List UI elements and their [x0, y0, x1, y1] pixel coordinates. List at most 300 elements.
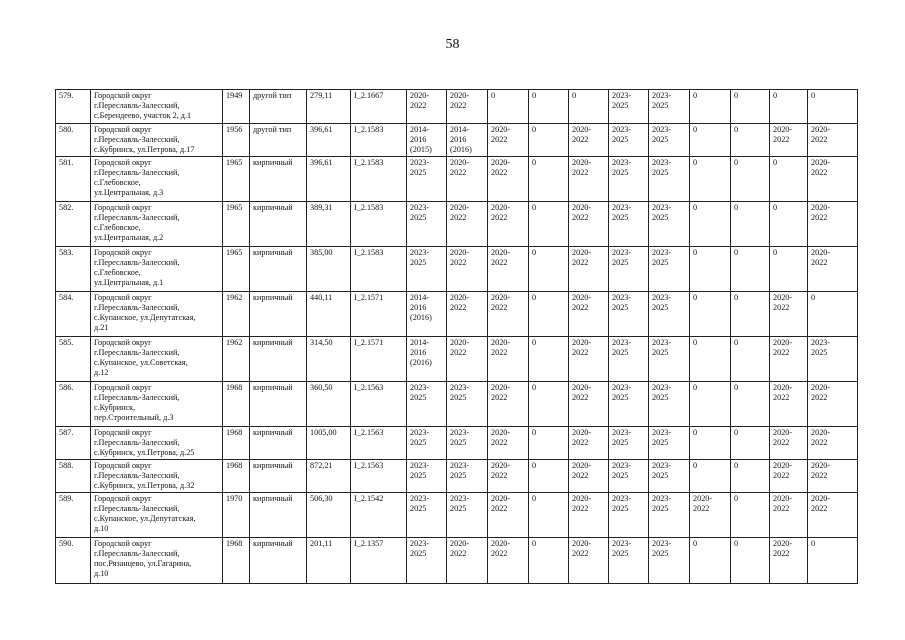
- period-line: 2022: [572, 471, 589, 480]
- period-cell: [808, 124, 858, 157]
- wall-material: кирпичный: [250, 538, 307, 584]
- period-cell: [529, 382, 569, 427]
- period-line: 0: [693, 125, 698, 134]
- total-area: 389,31: [307, 202, 351, 247]
- period-line: 2020-: [450, 539, 470, 548]
- index-code: I_2.1542: [351, 493, 407, 538]
- period-cell: [569, 292, 609, 337]
- period-line: 2023-: [652, 383, 672, 392]
- period-cell: [488, 157, 529, 202]
- period-line: 2023-: [652, 125, 672, 134]
- period-cell: [808, 90, 858, 124]
- period-line: 2020-: [491, 248, 511, 257]
- period-cell: [569, 337, 609, 382]
- period-cell: [731, 202, 770, 247]
- period-line: 2025: [652, 471, 669, 480]
- period-cell: [488, 427, 529, 460]
- wall-material: кирпичный: [250, 292, 307, 337]
- period-line: 2022: [450, 101, 467, 110]
- period-line: 2022: [572, 549, 589, 558]
- period-line: 2020-: [491, 293, 511, 302]
- period-line: 2020-: [572, 338, 592, 347]
- period-line: 2020-: [491, 494, 511, 503]
- table-row: [56, 247, 858, 292]
- row-number: 580.: [56, 124, 91, 157]
- period-line: 0: [532, 158, 537, 167]
- index-code: I_2.1571: [351, 292, 407, 337]
- period-line: 2020-: [491, 539, 511, 548]
- period-cell: [808, 157, 858, 202]
- period-line: 2025: [612, 393, 629, 402]
- address-line: г.Переславль-Залесский,: [94, 135, 180, 144]
- period-line: 2022: [773, 303, 790, 312]
- period-cell: [407, 157, 447, 202]
- period-cell: [407, 202, 447, 247]
- period-line: 0: [734, 293, 739, 302]
- period-cell: [770, 292, 808, 337]
- table-row: [56, 124, 858, 157]
- period-line: 2023-: [652, 461, 672, 470]
- period-line: 2022: [450, 213, 467, 222]
- period-line: 2023-: [612, 158, 632, 167]
- table-row: [56, 493, 858, 538]
- period-line: 0: [693, 338, 698, 347]
- address-line: с.Глебовское,: [94, 223, 141, 232]
- period-line: 2020-: [773, 428, 793, 437]
- index-code: I_2.1583: [351, 124, 407, 157]
- period-cell: [609, 493, 649, 538]
- period-cell: [649, 427, 690, 460]
- address-cell: [91, 427, 223, 460]
- period-line: 2022: [491, 549, 508, 558]
- period-line: 0: [532, 461, 537, 470]
- period-line: 2020-: [572, 539, 592, 548]
- address-line: с.Глебовское,: [94, 268, 141, 277]
- table-row: [56, 427, 858, 460]
- period-cell: [447, 90, 488, 124]
- period-line: 2020-: [450, 338, 470, 347]
- period-cell: [808, 427, 858, 460]
- period-line: 2020-: [773, 539, 793, 548]
- period-line: 2025: [410, 213, 427, 222]
- period-cell: [407, 427, 447, 460]
- build-year: 1968: [223, 382, 250, 427]
- period-line: 0: [532, 91, 537, 100]
- period-line: 2020-: [491, 125, 511, 134]
- period-line: 2020-: [811, 428, 831, 437]
- period-cell: [690, 90, 731, 124]
- period-cell: [609, 460, 649, 493]
- address-line: г.Переславль-Залесский,: [94, 213, 180, 222]
- period-line: 2023-: [652, 539, 672, 548]
- period-cell: [447, 292, 488, 337]
- period-cell: [690, 460, 731, 493]
- period-line: 2022: [693, 504, 710, 513]
- period-cell: [569, 202, 609, 247]
- period-cell: [609, 292, 649, 337]
- wall-material: кирпичный: [250, 157, 307, 202]
- period-line: 0: [734, 91, 739, 100]
- period-cell: [609, 382, 649, 427]
- period-line: 2025: [450, 393, 467, 402]
- period-line: 0: [734, 539, 739, 548]
- period-line: (2016): [410, 313, 432, 322]
- row-number: 581.: [56, 157, 91, 202]
- period-cell: [569, 460, 609, 493]
- period-line: 0: [532, 203, 537, 212]
- period-line: 2022: [450, 303, 467, 312]
- address-line: г.Переславль-Залесский,: [94, 303, 180, 312]
- period-line: 0: [693, 91, 698, 100]
- period-cell: [690, 427, 731, 460]
- build-year: 1965: [223, 202, 250, 247]
- address-cell: [91, 292, 223, 337]
- total-area: 440,11: [307, 292, 351, 337]
- address-line: с.Глебовское,: [94, 178, 141, 187]
- row-number: 590.: [56, 538, 91, 584]
- period-cell: [649, 292, 690, 337]
- address-line: д.10: [94, 524, 109, 533]
- period-line: 2020-: [572, 383, 592, 392]
- index-code: I_2.1563: [351, 427, 407, 460]
- address-line: д.21: [94, 323, 109, 332]
- address-line: д.10: [94, 569, 109, 578]
- period-line: 0: [734, 383, 739, 392]
- address-line: Городской округ: [94, 125, 152, 134]
- period-cell: [569, 493, 609, 538]
- period-line: 2025: [410, 258, 427, 267]
- period-cell: [649, 202, 690, 247]
- period-line: 2023-: [612, 428, 632, 437]
- address-line: Городской округ: [94, 158, 152, 167]
- period-line: 0: [693, 293, 698, 302]
- period-line: 0: [773, 248, 778, 257]
- address-line: Городской округ: [94, 293, 152, 302]
- period-line: 2025: [612, 471, 629, 480]
- period-cell: [770, 460, 808, 493]
- period-line: 2023-: [652, 338, 672, 347]
- period-line: 2023-: [612, 494, 632, 503]
- period-line: 2022: [450, 258, 467, 267]
- wall-material: кирпичный: [250, 337, 307, 382]
- period-line: 2022: [572, 303, 589, 312]
- period-line: 2023-: [450, 383, 470, 392]
- period-line: 2025: [652, 213, 669, 222]
- row-number: 582.: [56, 202, 91, 247]
- period-line: 2014-: [410, 293, 430, 302]
- period-line: 2025: [652, 168, 669, 177]
- wall-material: кирпичный: [250, 427, 307, 460]
- period-cell: [808, 202, 858, 247]
- period-cell: [447, 124, 488, 157]
- address-line: с.Кубринск, ул.Петрова, д.32: [94, 481, 195, 490]
- period-line: 2016: [410, 348, 427, 357]
- period-line: 2025: [410, 438, 427, 447]
- period-line: 2022: [491, 504, 508, 513]
- period-cell: [649, 538, 690, 584]
- period-line: 2025: [410, 393, 427, 402]
- period-cell: [529, 90, 569, 124]
- period-line: (2016): [450, 145, 472, 154]
- period-cell: [407, 247, 447, 292]
- period-line: 2025: [652, 393, 669, 402]
- address-line: с.Купанское, ул.Советская,: [94, 358, 188, 367]
- period-line: 2022: [491, 213, 508, 222]
- address-line: с.Купанское, ул.Депутатская,: [94, 313, 196, 322]
- period-line: 2022: [491, 303, 508, 312]
- period-cell: [808, 337, 858, 382]
- period-line: 2023-: [612, 125, 632, 134]
- address-line: Городской округ: [94, 428, 152, 437]
- address-line: ул.Центральная, д.1: [94, 278, 164, 287]
- period-cell: [488, 202, 529, 247]
- period-line: 0: [532, 428, 537, 437]
- period-cell: [407, 124, 447, 157]
- period-line: 2022: [811, 168, 828, 177]
- period-line: 0: [734, 125, 739, 134]
- period-line: 0: [491, 91, 496, 100]
- period-line: 2020-: [811, 203, 831, 212]
- table-row: [56, 202, 858, 247]
- address-cell: [91, 460, 223, 493]
- period-line: 2016: [410, 303, 427, 312]
- wall-material: кирпичный: [250, 493, 307, 538]
- period-cell: [609, 124, 649, 157]
- period-line: 2020-: [410, 91, 430, 100]
- period-cell: [649, 124, 690, 157]
- address-line: г.Переславль-Залесский,: [94, 438, 180, 447]
- period-line: 2022: [410, 101, 427, 110]
- period-line: 2023-: [410, 203, 430, 212]
- address-cell: [91, 382, 223, 427]
- period-cell: [407, 538, 447, 584]
- period-line: 2020-: [811, 494, 831, 503]
- period-cell: [569, 247, 609, 292]
- period-line: 2023-: [612, 91, 632, 100]
- wall-material: кирпичный: [250, 247, 307, 292]
- period-cell: [770, 493, 808, 538]
- period-cell: [808, 493, 858, 538]
- table-row: [56, 90, 858, 124]
- period-cell: [808, 382, 858, 427]
- period-cell: [447, 157, 488, 202]
- period-line: 2022: [811, 213, 828, 222]
- total-area: 279,11: [307, 90, 351, 124]
- period-cell: [407, 337, 447, 382]
- period-line: 0: [734, 203, 739, 212]
- period-cell: [447, 247, 488, 292]
- address-cell: [91, 90, 223, 124]
- period-line: 2020-: [773, 494, 793, 503]
- period-cell: [770, 538, 808, 584]
- build-year: 1956: [223, 124, 250, 157]
- period-cell: [649, 247, 690, 292]
- period-line: 2023-: [612, 539, 632, 548]
- period-cell: [770, 202, 808, 247]
- table-row: [56, 382, 858, 427]
- period-line: 0: [572, 91, 577, 100]
- period-cell: [731, 247, 770, 292]
- address-line: г.Переславль-Залесский,: [94, 168, 180, 177]
- period-cell: [569, 124, 609, 157]
- period-line: 2022: [773, 471, 790, 480]
- period-line: 2020-: [693, 494, 713, 503]
- period-line: 0: [532, 248, 537, 257]
- period-cell: [488, 337, 529, 382]
- period-line: 0: [693, 428, 698, 437]
- period-line: 2020-: [572, 428, 592, 437]
- period-cell: [731, 292, 770, 337]
- index-code: I_2.1563: [351, 382, 407, 427]
- period-line: 2023-: [811, 338, 831, 347]
- period-cell: [407, 460, 447, 493]
- period-line: 2020-: [811, 461, 831, 470]
- period-cell: [569, 382, 609, 427]
- table-row: [56, 460, 858, 493]
- index-code: I_2.1571: [351, 337, 407, 382]
- period-line: 2022: [773, 393, 790, 402]
- period-line: 0: [734, 248, 739, 257]
- period-line: 2016: [410, 135, 427, 144]
- period-line: 2025: [410, 549, 427, 558]
- period-cell: [770, 382, 808, 427]
- period-line: 2020-: [773, 383, 793, 392]
- wall-material: кирпичный: [250, 382, 307, 427]
- total-area: 396,61: [307, 124, 351, 157]
- period-cell: [731, 382, 770, 427]
- table-body: [56, 90, 858, 584]
- total-area: 872,21: [307, 460, 351, 493]
- period-line: 2020-: [572, 203, 592, 212]
- period-line: 2022: [450, 348, 467, 357]
- period-cell: [529, 247, 569, 292]
- period-line: 2016: [450, 135, 467, 144]
- period-line: 0: [734, 494, 739, 503]
- period-cell: [808, 292, 858, 337]
- period-cell: [649, 460, 690, 493]
- period-cell: [690, 538, 731, 584]
- index-code: I_2.1667: [351, 90, 407, 124]
- period-line: 0: [734, 428, 739, 437]
- address-line: с.Кубринск,: [94, 403, 136, 412]
- period-cell: [609, 337, 649, 382]
- period-cell: [649, 337, 690, 382]
- period-line: 2025: [450, 471, 467, 480]
- period-line: 2025: [612, 348, 629, 357]
- period-cell: [609, 157, 649, 202]
- period-cell: [731, 90, 770, 124]
- period-cell: [770, 157, 808, 202]
- period-line: 0: [734, 158, 739, 167]
- period-line: 2020-: [491, 383, 511, 392]
- period-line: 2022: [572, 168, 589, 177]
- address-line: Городской округ: [94, 203, 152, 212]
- period-line: 2025: [652, 303, 669, 312]
- period-line: 2023-: [410, 383, 430, 392]
- address-line: д.12: [94, 368, 109, 377]
- period-line: 2020-: [773, 293, 793, 302]
- period-cell: [569, 90, 609, 124]
- period-line: 0: [532, 125, 537, 134]
- period-line: 2023-: [612, 293, 632, 302]
- period-line: 2022: [773, 504, 790, 513]
- period-cell: [488, 538, 529, 584]
- address-cell: [91, 493, 223, 538]
- page-number: 58: [445, 37, 460, 52]
- period-line: 0: [811, 91, 816, 100]
- period-cell: [649, 493, 690, 538]
- total-area: 385,00: [307, 247, 351, 292]
- period-line: 2023-: [652, 158, 672, 167]
- period-cell: [447, 202, 488, 247]
- period-cell: [488, 247, 529, 292]
- period-line: 2014-: [410, 125, 430, 134]
- total-area: 360,50: [307, 382, 351, 427]
- period-cell: [649, 157, 690, 202]
- period-line: 2020-: [572, 494, 592, 503]
- period-line: 2025: [612, 303, 629, 312]
- period-line: 2025: [652, 549, 669, 558]
- address-line: с.Кубринск, ул.Петрова, д.17: [94, 145, 195, 154]
- period-cell: [609, 90, 649, 124]
- period-line: 2020-: [811, 383, 831, 392]
- period-line: 2022: [491, 393, 508, 402]
- address-cell: [91, 124, 223, 157]
- period-cell: [488, 460, 529, 493]
- period-cell: [690, 247, 731, 292]
- period-line: 2020-: [491, 158, 511, 167]
- row-number: 588.: [56, 460, 91, 493]
- period-line: 2022: [572, 135, 589, 144]
- period-cell: [731, 337, 770, 382]
- period-line: 0: [532, 539, 537, 548]
- period-line: 2022: [572, 504, 589, 513]
- period-line: 2020-: [491, 461, 511, 470]
- period-line: 2022: [491, 168, 508, 177]
- period-cell: [488, 124, 529, 157]
- period-line: 2025: [410, 504, 427, 513]
- period-line: 2025: [652, 135, 669, 144]
- address-line: г.Переславль-Залесский,: [94, 258, 180, 267]
- period-line: 0: [693, 248, 698, 257]
- period-line: 2023-: [612, 461, 632, 470]
- period-line: 2025: [652, 504, 669, 513]
- period-cell: [690, 292, 731, 337]
- index-code: I_2.1583: [351, 247, 407, 292]
- period-cell: [529, 427, 569, 460]
- period-line: 2025: [612, 168, 629, 177]
- address-line: Городской округ: [94, 383, 152, 392]
- period-line: 2022: [773, 438, 790, 447]
- period-line: 2025: [410, 168, 427, 177]
- address-line: пос.Рязанцево, ул.Гагарина,: [94, 559, 192, 568]
- period-line: 2025: [811, 348, 828, 357]
- period-line: 0: [532, 494, 537, 503]
- period-cell: [447, 427, 488, 460]
- period-cell: [690, 202, 731, 247]
- period-cell: [529, 493, 569, 538]
- period-line: 2023-: [652, 203, 672, 212]
- period-cell: [447, 337, 488, 382]
- period-line: 0: [693, 383, 698, 392]
- period-line: 2022: [773, 348, 790, 357]
- period-line: 2022: [572, 348, 589, 357]
- row-number: 587.: [56, 427, 91, 460]
- period-line: 2020-: [450, 248, 470, 257]
- period-line: 2022: [491, 258, 508, 267]
- period-line: 2020-: [572, 293, 592, 302]
- address-cell: [91, 202, 223, 247]
